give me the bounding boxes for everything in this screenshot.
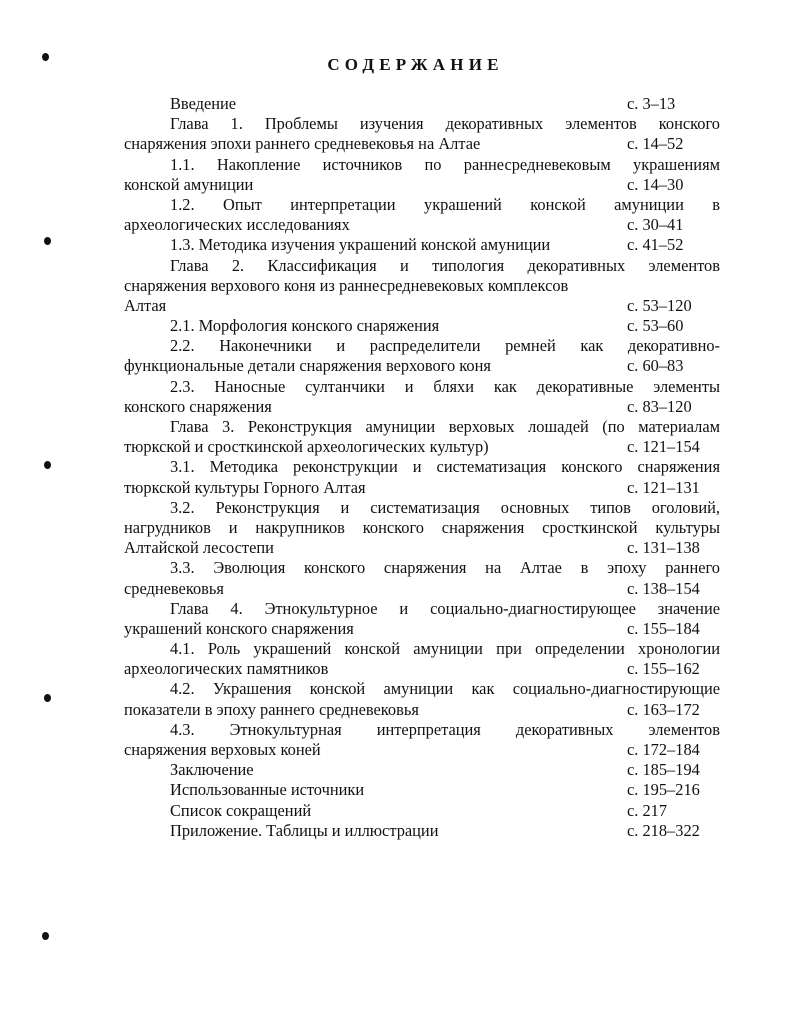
toc-entry-text: снаряжения верховых коней xyxy=(124,740,321,759)
toc-entry-text: Алтая xyxy=(124,295,167,315)
toc-line xyxy=(124,215,720,235)
toc-line xyxy=(124,175,720,195)
toc-page-range: с. 155–184 xyxy=(627,618,700,638)
toc-entry-text: тюркской и сросткинской археологических культур) xyxy=(124,437,489,457)
toc-line xyxy=(124,801,720,821)
toc-line xyxy=(124,760,720,780)
toc-page-range: с. 83–120 xyxy=(627,396,692,416)
toc-entry-text: нагрудников и накрупников конского снаряжения сросткинской культуры xyxy=(124,517,720,537)
toc-page-range: с. 53–120 xyxy=(627,295,692,315)
toc-entry-text: снаряжения эпохи раннего средневековья на Алтае xyxy=(124,134,481,154)
binding-hole-mark xyxy=(44,237,51,245)
toc-line xyxy=(124,94,720,114)
toc-entry-text: 3.1. Методика реконструкции и систематизация конского снаряжения xyxy=(170,457,720,477)
toc-page-range: с. 121–154 xyxy=(627,437,700,457)
toc-entry-text: функциональные детали снаряжения верхового коня xyxy=(124,356,491,376)
toc-entry-text: 2.2. Наконечники и распределители ремней как декоративно- xyxy=(170,336,720,356)
toc-entry-text: 1.3. Методика изучения украшений конской амуниции xyxy=(170,235,551,255)
toc-entry-text: 4.3. Этнокультурная интерпретация декоративных элементов xyxy=(170,719,720,739)
toc-page-range: с. 217 xyxy=(627,800,668,820)
toc-line xyxy=(124,639,720,659)
toc-page-range: с. 3–13 xyxy=(627,94,676,113)
toc-page-range: с. 218–322 xyxy=(627,820,700,840)
toc-line xyxy=(124,518,720,538)
toc-page-range: с. 30–41 xyxy=(627,215,684,235)
toc-line xyxy=(124,700,720,720)
toc-entry-text: Алтайской лесостепи xyxy=(124,538,274,558)
toc-entry-text: Введение xyxy=(170,94,237,113)
toc-page-range: с. 60–83 xyxy=(627,356,684,376)
toc-line xyxy=(124,619,720,639)
toc-page-range: с. 121–131 xyxy=(627,477,700,497)
toc-page-range: с. 41–52 xyxy=(627,235,684,255)
toc-page-range: с. 195–216 xyxy=(627,780,700,800)
toc-entry-text: 1.2. Опыт интерпретации украшений конской амуниции в xyxy=(170,194,720,214)
toc-line xyxy=(124,821,720,841)
toc-page-range: с. 185–194 xyxy=(627,760,700,780)
toc-entry-text: Список сокращений xyxy=(170,800,312,820)
table-of-contents xyxy=(124,94,720,841)
toc-line xyxy=(124,296,720,316)
toc-entry-text: Глава 3. Реконструкция амуниции верховых лошадей (по материалам xyxy=(170,417,720,436)
toc-entry-text: Приложение. Таблицы и иллюстрации xyxy=(170,820,439,840)
toc-entry-text: 3.3. Эволюция конского снаряжения на Алтае в эпоху раннего xyxy=(170,558,720,578)
binding-hole-mark xyxy=(44,461,51,469)
toc-entry-text: археологических исследованиях xyxy=(124,215,350,235)
toc-line xyxy=(124,659,720,679)
toc-line xyxy=(124,155,720,175)
toc-entry-text: 2.3. Наносные султанчики и бляхи как декоративные элементы xyxy=(170,376,720,396)
toc-line xyxy=(124,740,720,760)
toc-line xyxy=(124,256,720,276)
toc-entry-text: 4.2. Украшения конской амуниции как социально-диагностирующие xyxy=(170,679,720,699)
toc-page-range: с. 14–30 xyxy=(627,174,684,194)
toc-entry-text: Использованные источники xyxy=(170,780,365,800)
toc-entry-text: средневековья xyxy=(124,578,224,598)
toc-line xyxy=(124,457,720,477)
toc-line xyxy=(124,356,720,376)
toc-entry-text: тюркской культуры Горного Алтая xyxy=(124,477,366,497)
toc-line xyxy=(124,437,720,457)
toc-line xyxy=(124,538,720,558)
toc-line xyxy=(124,679,720,699)
toc-page-range: с. 172–184 xyxy=(627,740,700,759)
page-title: СОДЕРЖАНИЕ xyxy=(327,55,504,74)
binding-hole-mark xyxy=(42,932,49,940)
toc-line xyxy=(124,316,720,336)
toc-line xyxy=(124,377,720,397)
toc-entry-text: 1.1. Накопление источников по раннесредневековым украшениям xyxy=(170,154,720,174)
toc-line xyxy=(124,498,720,518)
toc-page-range: с. 155–162 xyxy=(627,659,700,679)
toc-entry-text: археологических памятников xyxy=(124,659,329,679)
toc-line xyxy=(124,478,720,498)
toc-entry-text: Глава 4. Этнокультурное и социально-диагностирующее значение xyxy=(170,598,720,618)
toc-entry-text: 3.2. Реконструкция и систематизация основных типов оголовий, xyxy=(170,497,720,517)
toc-entry-text: снаряжения верхового коня из раннесредневековых комплексов xyxy=(124,275,569,295)
binding-hole-mark xyxy=(44,694,51,702)
toc-line xyxy=(124,599,720,619)
toc-line xyxy=(124,720,720,740)
toc-line xyxy=(124,780,720,800)
toc-entry-text: украшений конского снаряжения xyxy=(124,618,354,638)
toc-entry-text: конской амуниции xyxy=(124,174,254,194)
toc-line xyxy=(124,114,720,134)
toc-line xyxy=(124,336,720,356)
toc-entry-text: показатели в эпоху раннего средневековья xyxy=(124,699,419,719)
toc-entry-text: Заключение xyxy=(170,760,254,780)
toc-page-range: с. 131–138 xyxy=(627,538,700,558)
toc-line xyxy=(124,558,720,578)
toc-page-range: с. 163–172 xyxy=(627,699,700,719)
toc-line xyxy=(124,195,720,215)
toc-line xyxy=(124,579,720,599)
toc-entry-text: конского снаряжения xyxy=(124,396,272,416)
toc-line xyxy=(124,235,720,255)
toc-entry-text: 4.1. Роль украшений конской амуниции при определении хронологии xyxy=(170,639,720,659)
toc-entry-text: Глава 1. Проблемы изучения декоративных элементов конского xyxy=(170,114,720,134)
toc-page-range: с. 14–52 xyxy=(627,134,684,154)
toc-line xyxy=(124,417,720,437)
toc-page-range: с. 53–60 xyxy=(627,316,684,336)
toc-page-range: с. 138–154 xyxy=(627,578,700,598)
toc-line xyxy=(124,397,720,417)
toc-line xyxy=(124,134,720,154)
toc-line xyxy=(124,276,720,296)
toc-entry-text: Глава 2. Классификация и типология декоративных элементов xyxy=(170,255,720,275)
toc-entry-text: 2.1. Морфология конского снаряжения xyxy=(170,316,440,336)
